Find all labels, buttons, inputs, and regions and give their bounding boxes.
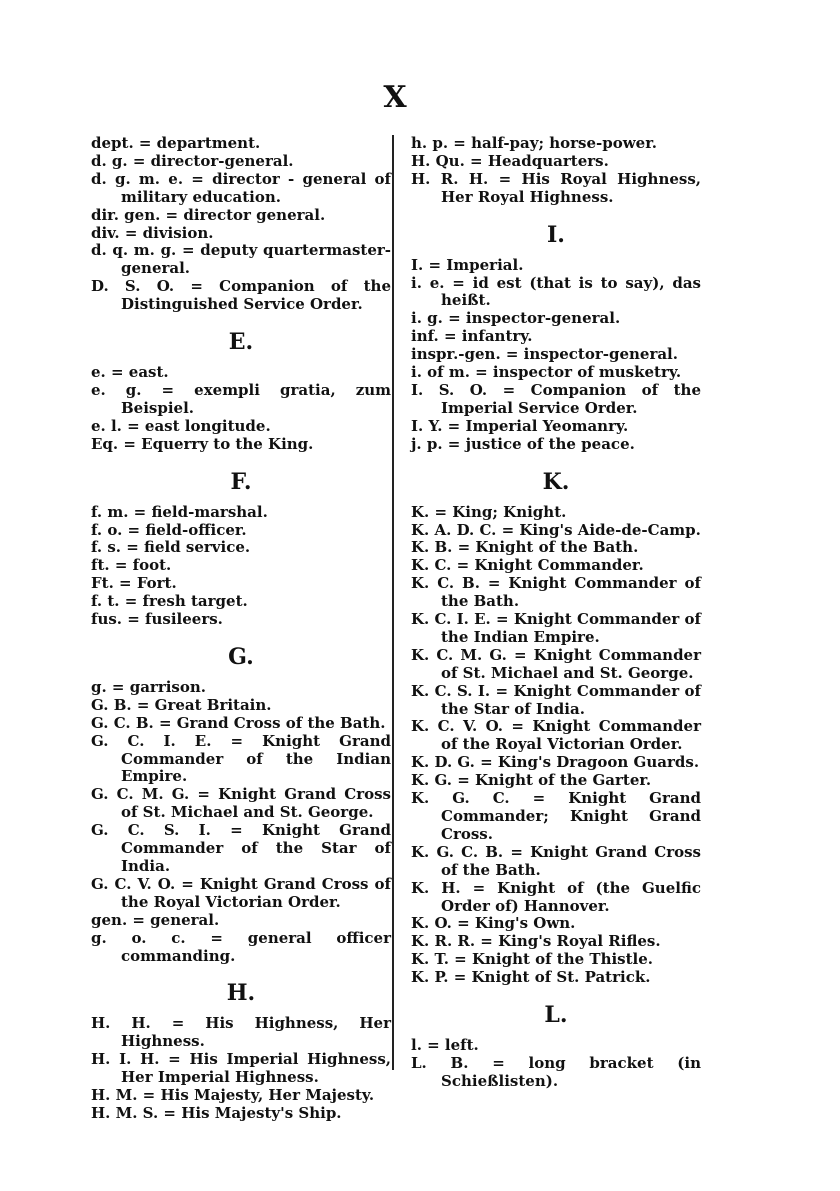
abbreviation-entry: Ft. = Fort. [91, 574, 177, 593]
page-number: X [383, 80, 407, 115]
section-heading: H. [226, 980, 256, 1007]
abbreviation-entry: d. g. = director-general. [91, 151, 294, 170]
abbreviation-entry: K. C. I. E. = Knight Commander of the Indian Empire. [411, 610, 701, 646]
abbreviation-entry: inspr.-gen. = inspector-general. [411, 345, 678, 364]
abbreviation-entry: inf. = infantry. [411, 327, 533, 346]
abbreviation-entry: G. B. = Great Britain. [91, 695, 272, 714]
abbreviation-entry: f. s. = field service. [91, 538, 251, 557]
abbreviation-entry: fus. = fusileers. [91, 610, 223, 629]
abbreviation-entry: K. T. = Knight of the Thistle. [411, 950, 654, 969]
abbreviation-entry: i. g. = inspector-general. [411, 309, 621, 328]
abbreviation-entry: f. o. = field-officer. [91, 520, 247, 539]
abbreviation-entry: I. Y. = Imperial Yeomanry. [411, 416, 629, 435]
abbreviation-entry: f. t. = fresh target. [91, 592, 248, 611]
section-heading: K. [542, 468, 570, 495]
abbreviation-entry: D. S. O. = Companion of the Distinguished Service Order. [91, 277, 391, 314]
abbreviation-entry: d. q. m. g. = deputy quartermaster-general. [91, 241, 391, 278]
abbreviation-entry: j. p. = justice of the peace. [411, 434, 635, 453]
abbreviation-entry: H. I. H. = His Imperial Highness, Her Imperial Highness. [91, 1050, 391, 1087]
abbreviation-entry: h. p. = half-pay; horse-power. [411, 134, 657, 152]
abbreviation-entry: H. R. H. = His Royal Highness, Her Royal Highness. [411, 169, 701, 206]
abbreviation-entry: K. D. G. = King's Dragoon Guards. [411, 753, 700, 772]
abbreviation-entry: i. e. = id est (that is to say), das heißt. [411, 273, 701, 310]
abbreviation-entry: K. G. C. = Knight Grand Commander; Knight Grand Cross. [411, 789, 701, 843]
abbreviation-entry: K. G. C. B. = Knight Grand Cross of the Bath. [411, 842, 701, 879]
section-heading: I. [547, 221, 565, 248]
abbreviation-entry: K. H. = Knight of (the Guelfic Order of) Hannover. [411, 878, 701, 915]
abbreviation-entry: K. P. = Knight of St. Patrick. [411, 968, 651, 987]
abbreviation-entry: L. B. = long bracket (in Schießlisten). [411, 1053, 701, 1090]
section-heading: L. [544, 1002, 568, 1029]
abbreviation-entry: g. = garrison. [91, 677, 207, 696]
abbreviation-entry: e. = east. [91, 363, 169, 382]
abbreviation-entry: Eq. = Equerry to the King. [91, 434, 314, 453]
abbreviation-entry: K. B. = Knight of the Bath. [411, 538, 639, 557]
abbreviation-entry: gen. = general. [91, 910, 220, 929]
abbreviation-entry: G. C. M. G. = Knight Grand Cross of St. Michael and St. George. [91, 785, 391, 822]
abbreviation-entry: K. C. = Knight Commander. [411, 556, 644, 575]
abbreviation-entry: K. A. D. C. = King's Aide-de-Camp. [411, 520, 701, 539]
section-heading: F. [230, 468, 252, 495]
abbreviation-entry: H. M. = His Majesty, Her Majesty. [91, 1086, 375, 1105]
column-divider [392, 135, 394, 1070]
abbreviation-entry: G. C. B. = Grand Cross of the Bath. [91, 713, 386, 732]
abbreviation-entry: K. C. B. = Knight Commander of the Bath. [411, 574, 701, 611]
abbreviation-entry: K. R. R. = King's Royal Rifles. [411, 932, 661, 951]
abbreviation-entry: H. Qu. = Headquarters. [411, 151, 609, 170]
abbreviation-entry: K. = King; Knight. [411, 502, 567, 521]
abbreviation-entry: l. = left. [411, 1036, 479, 1055]
left-column [91, 135, 391, 1123]
abbreviation-entry: K. C. V. O. = Knight Commander of the Royal Victorian Order. [411, 717, 701, 754]
abbreviation-entry: div. = division. [91, 223, 214, 242]
abbreviation-entry: H. M. S. = His Majesty's Ship. [91, 1103, 342, 1122]
abbreviation-entry: H. H. = His Highness, Her Highness. [91, 1014, 391, 1051]
abbreviation-entry: I. S. O. = Companion of the Imperial Service Order. [411, 380, 701, 417]
right-column [411, 135, 701, 1091]
abbreviation-entry: I. = Imperial. [411, 255, 524, 274]
section-heading: G. [228, 643, 254, 670]
abbreviation-entry: G. C. I. E. = Knight Grand Commander of the Indian Empire. [91, 731, 391, 786]
abbreviation-entry: g. o. c. = general officer commanding. [91, 928, 391, 965]
abbreviation-entry: f. m. = field-marshal. [91, 502, 268, 521]
abbreviation-entry: e. l. = east longitude. [91, 416, 271, 435]
abbreviation-entry: ft. = foot. [91, 556, 172, 575]
abbreviation-entry: K. O. = King's Own. [411, 914, 576, 933]
abbreviation-entry: i. of m. = inspector of musketry. [411, 363, 682, 382]
abbreviation-entry: dir. gen. = director general. [91, 205, 326, 224]
abbreviation-entry: K. C. S. I. = Knight Commander of the Star of India. [411, 681, 701, 718]
section-heading: E. [228, 329, 254, 356]
abbreviation-entry: G. C. V. O. = Knight Grand Cross of the Royal Victorian Order. [91, 874, 391, 911]
abbreviation-entry: e. g. = exempli gratia, zum Beispiel. [91, 380, 391, 417]
abbreviation-entry: dept. = department. [91, 134, 261, 152]
abbreviation-entry: G. C. S. I. = Knight Grand Commander of the Star of India. [91, 821, 391, 875]
abbreviation-entry: d. g. m. e. = director - general of military education. [91, 169, 391, 206]
abbreviation-entry: K. C. M. G. = Knight Commander of St. Michael and St. George. [411, 645, 701, 682]
abbreviation-entry: K. G. = Knight of the Garter. [411, 771, 652, 790]
